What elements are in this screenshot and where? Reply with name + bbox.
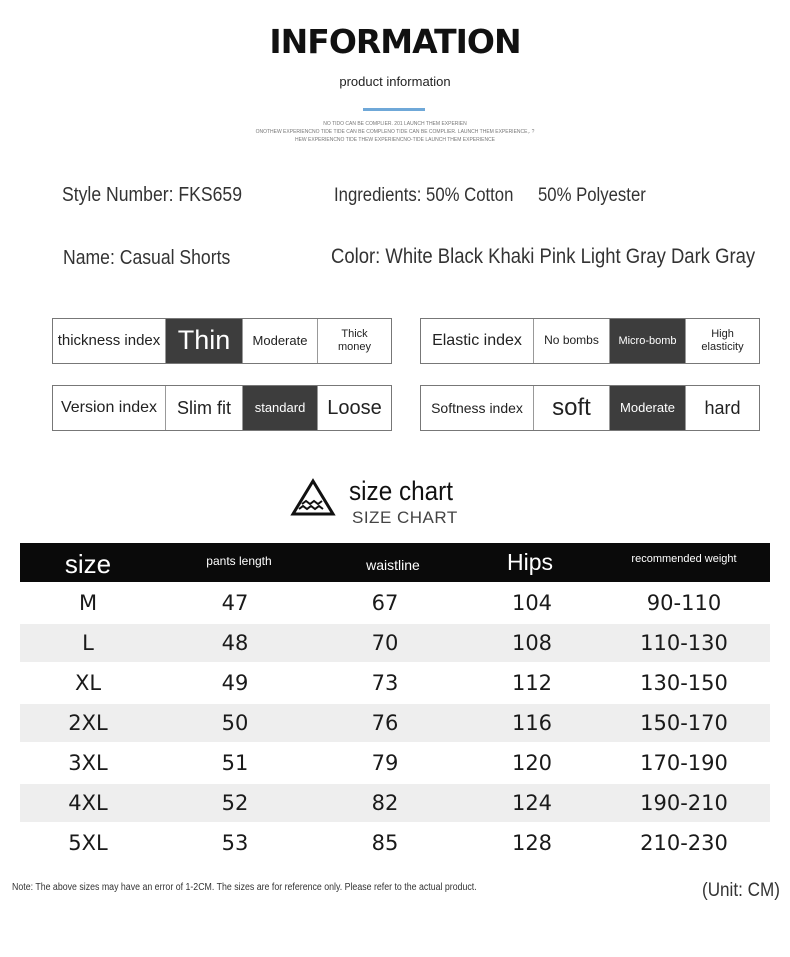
table-cell: 108	[511, 631, 553, 655]
table-cell: 76	[371, 711, 399, 735]
table-row	[20, 664, 770, 702]
table-cell: 150-170	[640, 711, 728, 735]
elastic-option-no-bombs: No bombs	[533, 319, 609, 363]
page-title: INFORMATION	[269, 22, 521, 61]
table-row	[20, 584, 770, 622]
header-hips: Hips	[506, 549, 554, 575]
table-cell: 48	[221, 631, 249, 655]
size-table-header	[20, 543, 770, 582]
unit-label: (Unit: CM)	[702, 880, 780, 901]
size-note: Note: The above sizes may have an error of 1-2CM. The sizes are for reference only. Please refer to the actual product.	[12, 882, 477, 893]
thickness-index	[52, 318, 392, 364]
fine-print-line: NO TIDO CAN BE COMPLIER. 201 LAUNCH THEM EXPERIEN	[323, 121, 467, 127]
table-row	[20, 624, 770, 662]
table-cell: 50	[221, 711, 249, 735]
table-cell: 170-190	[640, 751, 728, 775]
size-chart-title: size chart	[349, 476, 453, 506]
table-row	[20, 744, 770, 782]
version-option-slim-fit: Slim fit	[165, 386, 242, 430]
header-recommended-weight: recommended weight	[631, 553, 737, 565]
elastic-option-micro-bomb: Micro-bomb	[609, 319, 685, 363]
header-pants-length: pants length	[206, 554, 272, 568]
table-cell: M	[78, 591, 98, 615]
table-cell: 2XL	[68, 711, 108, 735]
table-cell: 73	[371, 671, 399, 695]
elastic-option-high: High elasticity	[685, 319, 759, 363]
header-size: size	[64, 549, 112, 579]
version-index	[52, 385, 392, 431]
table-row	[20, 824, 770, 862]
table-cell: 70	[371, 631, 399, 655]
softness-option-soft: soft	[533, 386, 609, 430]
header-waistline: waistline	[366, 557, 420, 573]
table-cell: 67	[371, 591, 399, 615]
accent-divider	[363, 108, 425, 111]
table-cell: L	[82, 631, 94, 655]
table-cell: 116	[511, 711, 553, 735]
table-row	[20, 784, 770, 822]
version-option-standard: standard	[242, 386, 317, 430]
table-cell: 52	[221, 791, 249, 815]
thickness-option-moderate: Moderate	[242, 319, 317, 363]
table-cell: 3XL	[68, 751, 108, 775]
table-cell: 104	[511, 591, 553, 615]
table-cell: 49	[221, 671, 249, 695]
mountain-triangle-icon	[290, 478, 336, 523]
table-row	[20, 704, 770, 742]
table-cell: 112	[511, 671, 553, 695]
table-cell: 5XL	[68, 831, 108, 855]
thickness-option-thick: Thick money	[317, 319, 391, 363]
table-cell: 124	[511, 791, 553, 815]
ingredients-polyester: 50% Polyester	[538, 185, 646, 206]
table-cell: 4XL	[68, 791, 108, 815]
size-chart-subtitle: SIZE CHART	[352, 508, 458, 527]
style-number: Style Number: FKS659	[62, 184, 242, 206]
table-cell: 90-110	[646, 591, 722, 615]
table-cell: 47	[221, 591, 249, 615]
product-colors: Color: White Black Khaki Pink Light Gray Dark Gray	[331, 245, 756, 268]
softness-option-moderate: Moderate	[609, 386, 685, 430]
page-subtitle: product information	[339, 74, 451, 89]
table-cell: 190-210	[640, 791, 728, 815]
table-cell: 128	[511, 831, 553, 855]
table-cell: 130-150	[640, 671, 728, 695]
fine-print-line: ONOTHEW EXPERIENCNO TIDE TIDE CAN BE COMPLENO TIDE CAN BE COMPLIER. LAUNCH THEM EXPERIENCE,. ?	[255, 129, 535, 135]
table-cell: 85	[371, 831, 399, 855]
table-cell: 82	[371, 791, 399, 815]
table-cell: XL	[74, 671, 102, 695]
fine-print-line: HEW EXPERIENCNO TIDE THEW EXPERIENCNO-TIDE LAUNCH THEM EXPERIENCE	[294, 137, 496, 143]
version-option-loose: Loose	[317, 386, 391, 430]
softness-option-hard: hard	[685, 386, 759, 430]
table-cell: 51	[221, 751, 249, 775]
table-cell: 110-130	[640, 631, 728, 655]
table-cell: 210-230	[640, 831, 728, 855]
product-name: Name: Casual Shorts	[63, 247, 231, 269]
thickness-index-label: thickness index	[57, 332, 161, 350]
thickness-option-thin: Thin	[165, 319, 242, 363]
version-index-label: Version index	[60, 398, 158, 416]
softness-index-label: Softness index	[431, 399, 523, 416]
elastic-index-label: Elastic index	[432, 331, 522, 349]
table-cell: 53	[221, 831, 249, 855]
ingredients: Ingredients: 50% Cotton	[334, 185, 514, 206]
softness-index	[420, 385, 760, 431]
table-cell: 79	[371, 751, 399, 775]
elastic-index	[420, 318, 760, 364]
table-cell: 120	[511, 751, 553, 775]
